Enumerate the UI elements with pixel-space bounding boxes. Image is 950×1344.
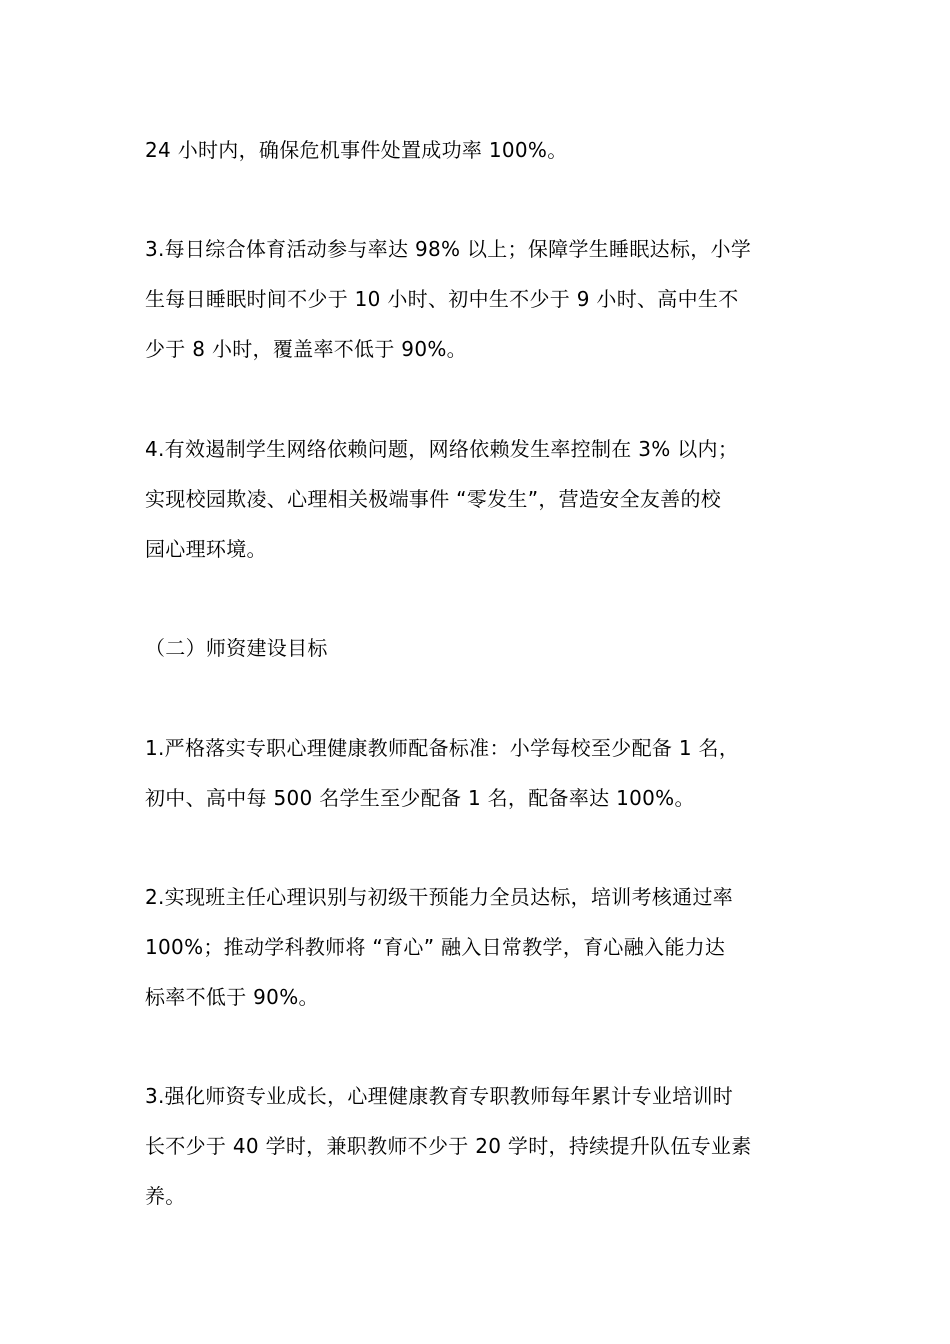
paragraph-line: 生每日睡眠时间不少于 10 小时、初中生不少于 9 小时、高中生不 (145, 287, 739, 311)
paragraph-line: 4.有效遏制学生网络依赖问题，网络依赖发生率控制在 3% 以内； (145, 437, 739, 461)
paragraph-line: 3.强化师资专业成长，心理健康教育专职教师每年累计专业培训时 (145, 1084, 734, 1108)
paragraph-line: 初中、高中每 500 名学生至少配备 1 名，配备率达 100%。 (145, 786, 695, 810)
paragraph-line: 少于 8 小时，覆盖率不低于 90%。 (145, 337, 467, 361)
paragraph-line: 3.每日综合体育活动参与率达 98% 以上；保障学生睡眠达标，小学 (145, 237, 752, 261)
paragraph-line: 100%；推动学科教师将 “育心” 融入日常教学，育心融入能力达 (145, 935, 726, 959)
section-heading: （二）师资建设目标 (145, 636, 328, 660)
paragraph-line: 园心理环境。 (145, 537, 267, 561)
paragraph-line: 1.严格落实专职心理健康教师配备标准：小学每校至少配备 1 名， (145, 736, 740, 760)
paragraph-line: 长不少于 40 学时，兼职教师不少于 20 学时，持续提升队伍专业素 (145, 1134, 752, 1158)
paragraph-line: 24 小时内，确保危机事件处置成功率 100%。 (145, 138, 568, 162)
paragraph-line: 养。 (145, 1184, 186, 1208)
paragraph-line: 2.实现班主任心理识别与初级干预能力全员达标，培训考核通过率 (145, 885, 734, 909)
paragraph-line: 实现校园欺凌、心理相关极端事件 “零发生”，营造安全友善的校 (145, 487, 722, 511)
paragraph-line: 标率不低于 90%。 (145, 985, 319, 1009)
